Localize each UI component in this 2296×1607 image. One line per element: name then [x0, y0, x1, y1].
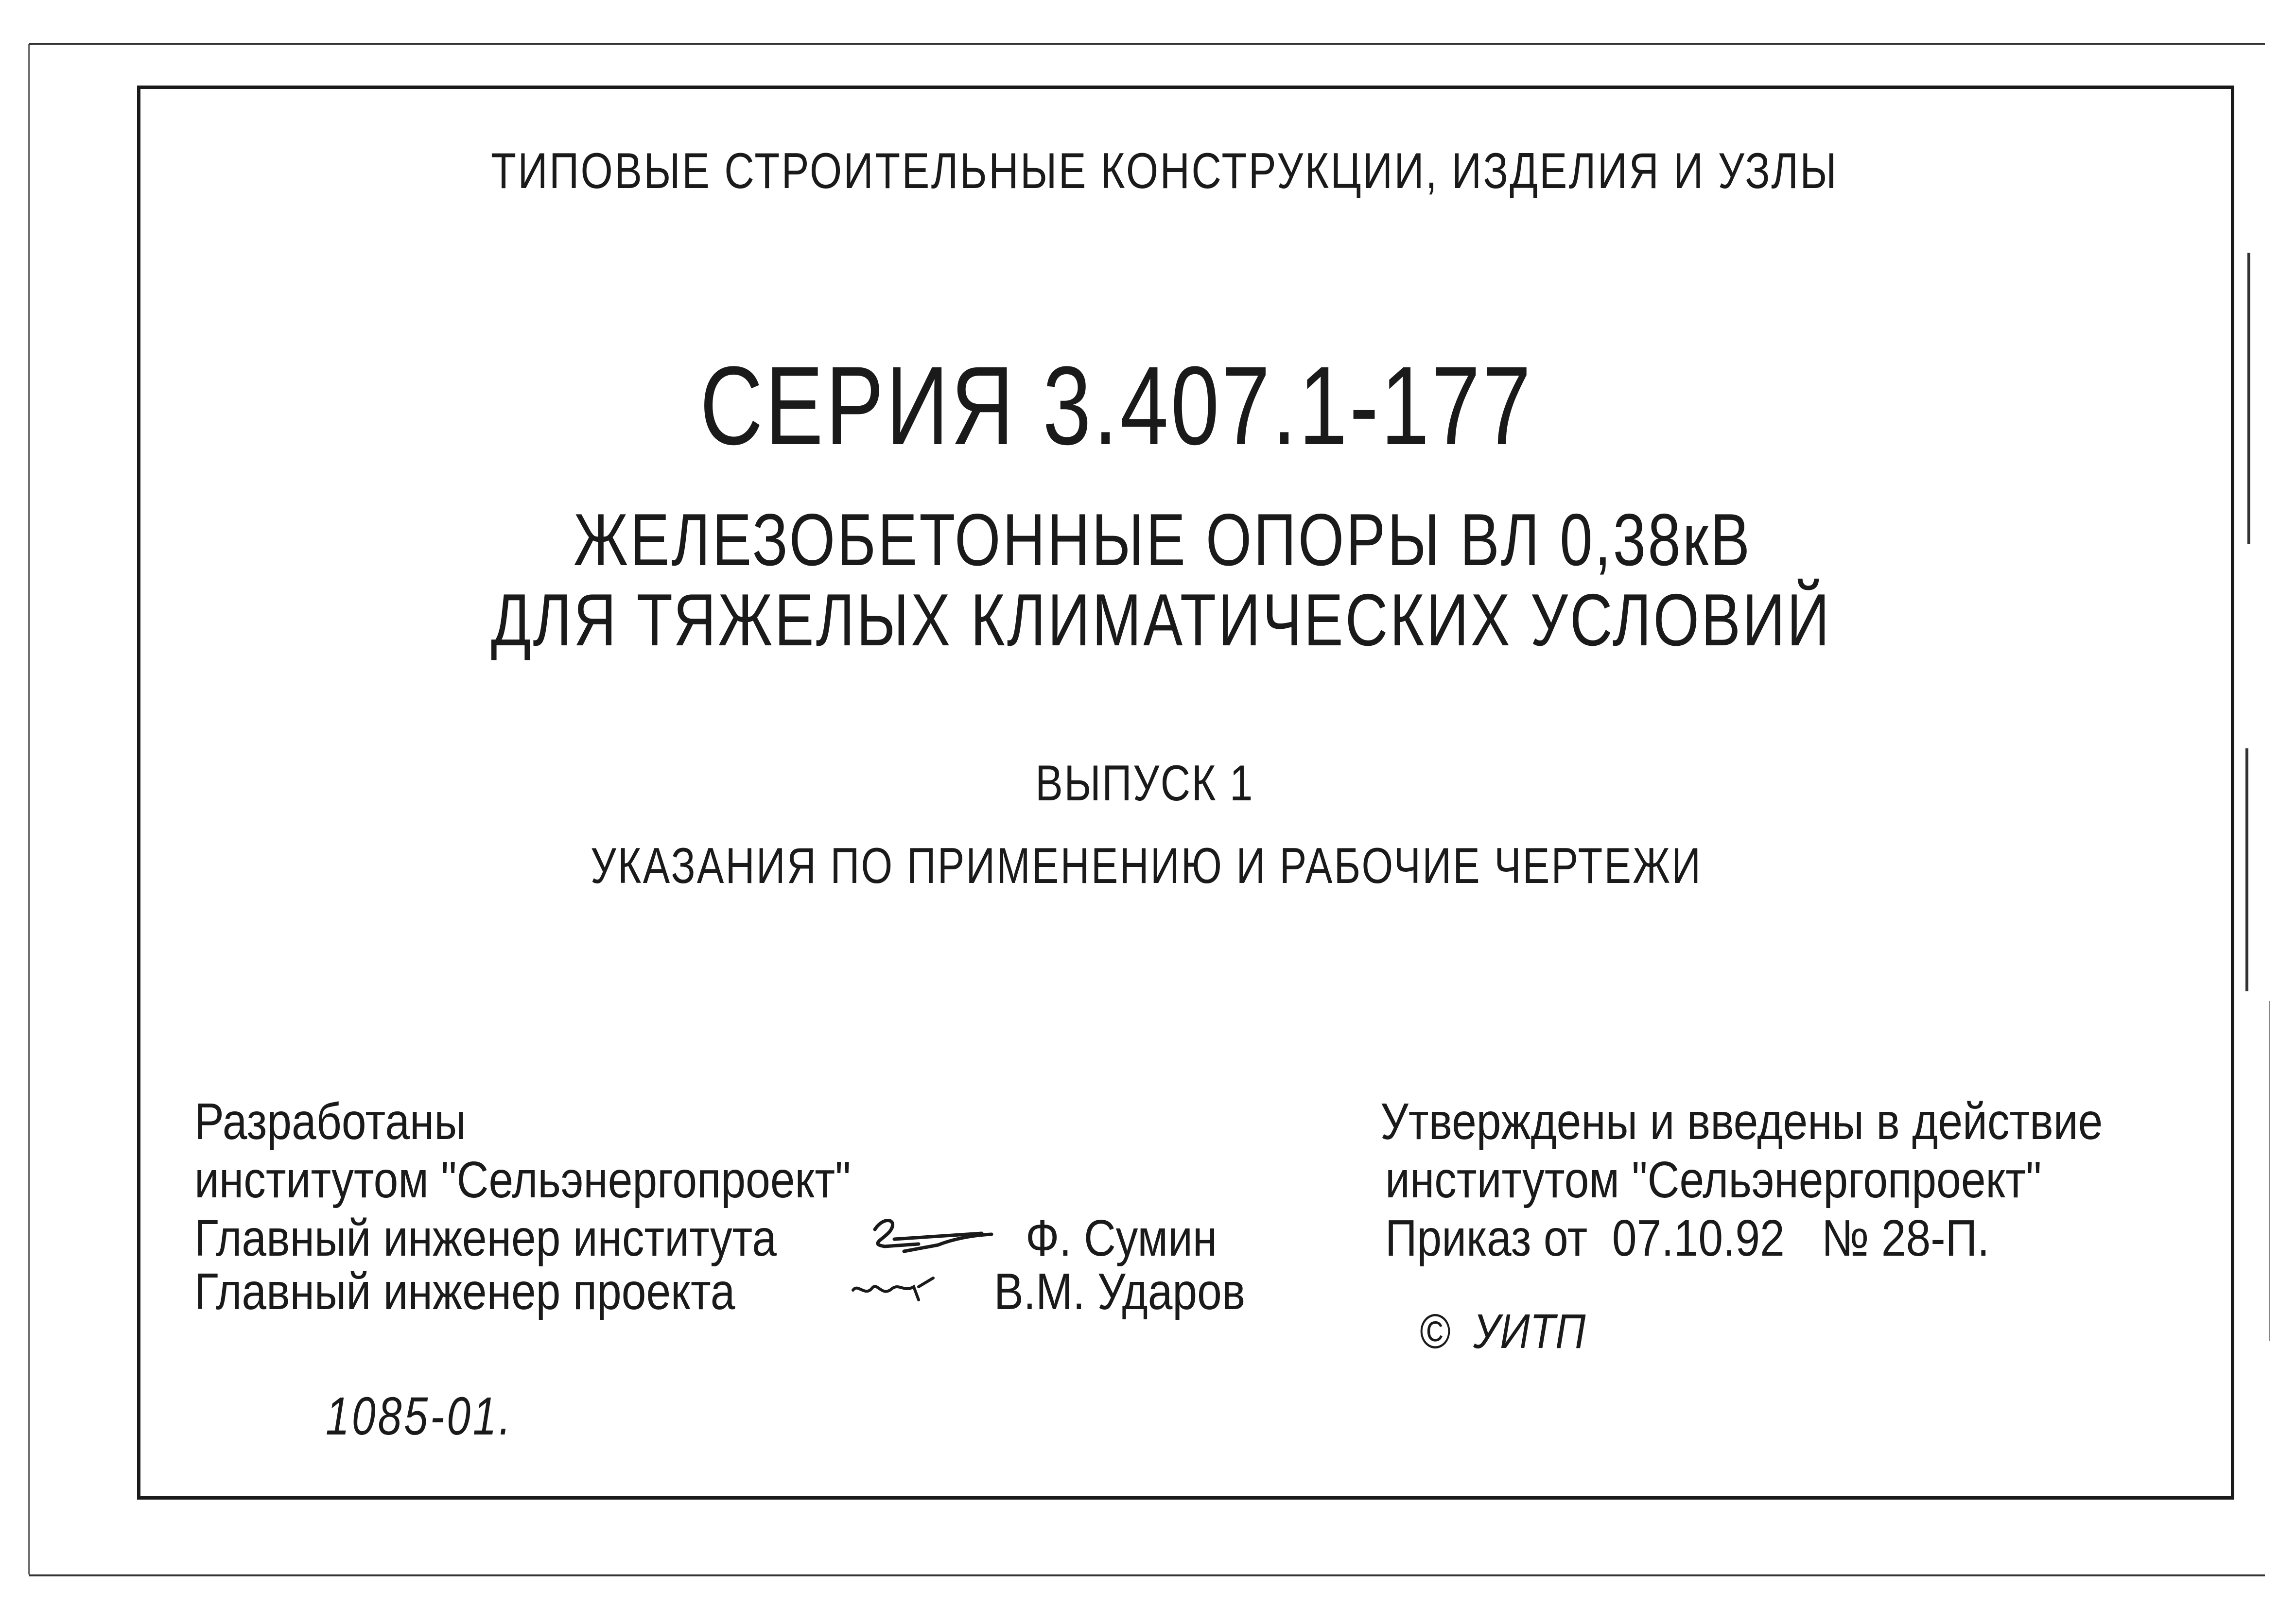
title-line-1: ЖЕЛЕЗОБЕТОННЫЕ ОПОРЫ ВЛ 0,38кВ: [574, 499, 1752, 581]
developed-institute: институтом "Сельэнергопроект": [194, 1151, 851, 1209]
issue-label: ВЫПУСК 1: [1035, 755, 1254, 812]
scan-edge-left: [28, 44, 30, 1574]
scan-edge-bottom: [29, 1574, 2265, 1576]
approved-institute: институтом "Сельэнергопроект": [1385, 1151, 2042, 1209]
issue-description: УКАЗАНИЯ ПО ПРИМЕНЕНИЮ И РАБОЧИЕ ЧЕРТЕЖИ: [591, 838, 1703, 894]
scan-edge-top: [29, 43, 2265, 45]
approval-order: Приказ от 07.10.92 № 28-П.: [1385, 1210, 1990, 1267]
copyright-mark: © УИТП: [1419, 1304, 1586, 1359]
collection-heading: ТИПОВЫЕ СТРОИТЕЛЬНЫЕ КОНСТРУКЦИИ, ИЗДЕЛИЯ И УЗЛЫ: [491, 143, 1839, 199]
document-number: 1085-01.: [326, 1386, 513, 1446]
scan-edge-right-3: [2269, 1001, 2270, 1341]
developed-label: Разработаны: [194, 1093, 466, 1150]
title-line-2: ДЛЯ ТЯЖЕЛЫХ КЛИМАТИЧЕСКИХ УСЛОВИЙ: [491, 579, 1831, 661]
chief-project-name: В.М. Ударов: [994, 1263, 1246, 1320]
chief-institute-name: Ф. Сумин: [1026, 1210, 1218, 1267]
signature-udarov: [846, 1263, 943, 1317]
chief-institute-label: Главный инженер института: [194, 1210, 777, 1267]
series-title: СЕРИЯ 3.407.1-177: [700, 343, 1533, 468]
approved-label: Утверждены и введены в действие: [1380, 1093, 2103, 1150]
signature-sumin: [865, 1210, 1021, 1268]
chief-project-label: Главный инженер проекта: [194, 1263, 735, 1320]
scan-edge-right-1: [2247, 253, 2250, 544]
scan-edge-right-2: [2245, 748, 2248, 991]
